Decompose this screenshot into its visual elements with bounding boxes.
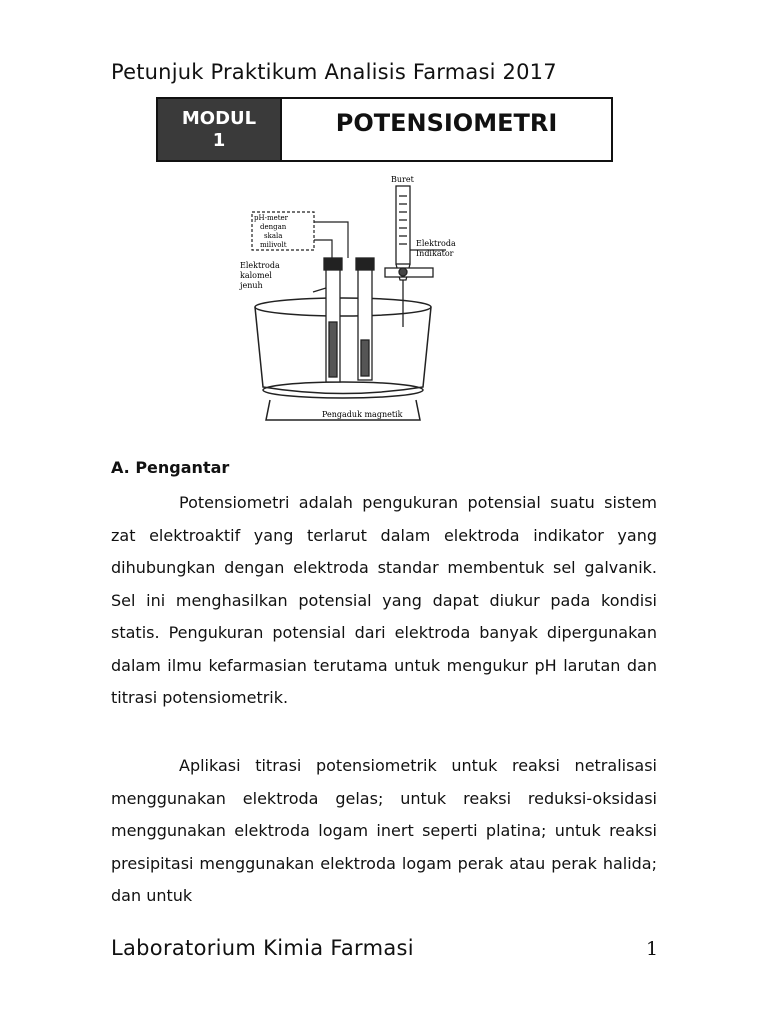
label-indicator-electrode-1: Elektroda: [416, 239, 456, 248]
paragraph-2: Aplikasi titrasi potensiometrik untuk reaksi netralisasi menggunakan elektroda gelas; untuk reaksi reduksi-oksidasi menggunakan elektroda logam inert seperti platina; untuk reaksi presipitasi menggunakan elektroda logam perak atau perak halida; dan untuk: [111, 756, 657, 905]
page-number: 1: [646, 938, 659, 960]
label-magnetic-stirrer: Pengaduk magnetik: [322, 410, 403, 419]
module-label: [158, 99, 280, 160]
section-heading: A. Pengantar: [111, 458, 230, 477]
calomel-electrode: [313, 258, 342, 382]
module-title: POTENSIOMETRI: [280, 99, 611, 160]
potentiometry-apparatus-figure: [230, 172, 462, 422]
module-banner: [156, 97, 613, 162]
module-label-line1: MODUL: [181, 107, 257, 129]
label-calomel-2: kalomel: [240, 271, 272, 280]
label-phmeter-3: skala: [264, 232, 283, 240]
beaker-illustration: [255, 298, 431, 420]
indicator-electrode: [356, 258, 374, 380]
label-phmeter-4: milivolt: [260, 241, 287, 249]
label-buret: Buret: [391, 175, 414, 184]
label-phmeter-2: dengan: [260, 223, 287, 231]
paragraph-1: Potensiometri adalah pengukuran potensial suatu sistem zat elektroaktif yang terlarut dalam elektroda indikator yang dihubungkan dengan elektroda standar membentuk sel galvanik. Sel ini menghasilkan potensial yang dapat diukur pada kondisi statis. Pengukuran potensial dari elektroda banyak dipergunakan dalam ilmu kefarmasian terutama untuk mengukur pH larutan dan titrasi potensiometrik.: [111, 493, 657, 707]
label-calomel-1: Elektroda: [240, 261, 280, 270]
label-indicator-electrode-2: Indikator: [416, 249, 454, 258]
label-calomel-3: jenuh: [240, 281, 263, 290]
module-label-number: 1: [212, 129, 226, 151]
footer-lab-name: Laboratorium Kimia Farmasi: [111, 936, 414, 960]
page-header: Petunjuk Praktikum Analisis Farmasi 2017: [111, 60, 557, 84]
label-phmeter-1: pH-meter: [254, 214, 289, 222]
